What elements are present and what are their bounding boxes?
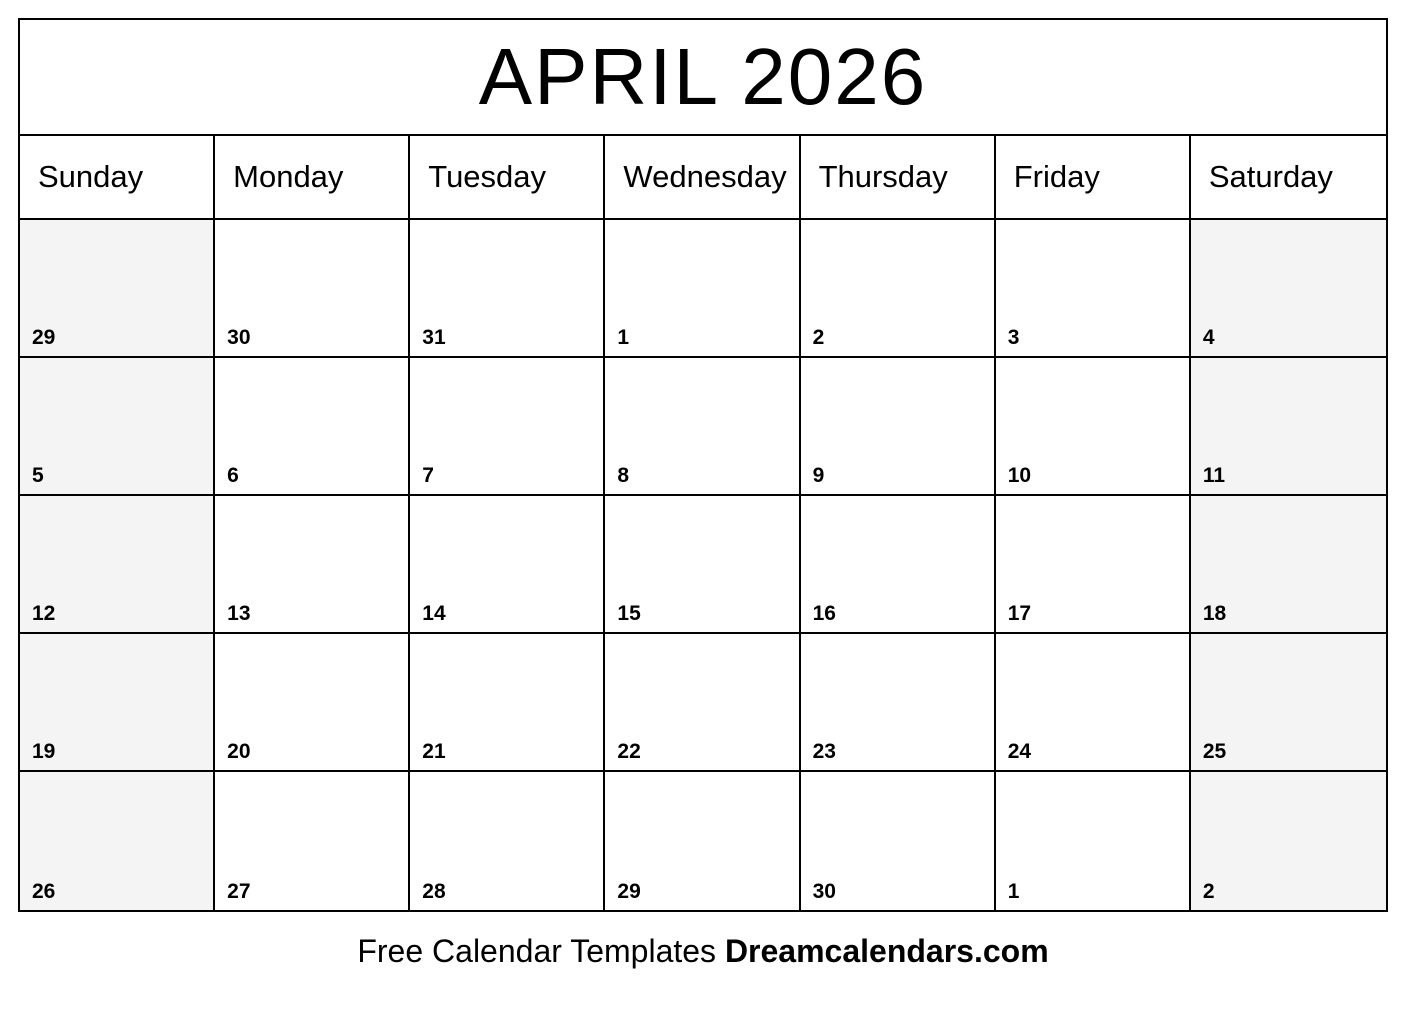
calendar-day-cell[interactable] [605,634,800,770]
day-number: 15 [617,602,641,625]
calendar-day-cell[interactable] [1191,220,1386,356]
calendar-day-cell[interactable] [215,358,410,494]
day-number: 13 [227,602,251,625]
calendar-day-cell[interactable] [1191,358,1386,494]
day-number: 2 [812,326,825,349]
calendar-day-cell[interactable] [1191,772,1386,910]
calendar-day-cell[interactable] [801,358,996,494]
calendar-day-cell[interactable] [996,220,1191,356]
weekday-header-row [20,136,1386,220]
day-number: 12 [32,602,56,625]
calendar-day-cell[interactable] [215,634,410,770]
calendar-day-cell[interactable] [801,772,996,910]
day-number: 19 [32,740,56,763]
day-number: 29 [32,326,56,349]
calendar-day-cell[interactable] [996,634,1191,770]
weekday-header-saturday: Saturday [1191,136,1386,218]
weekday-header-friday: Friday [996,136,1191,218]
calendar-day-cell[interactable] [410,634,605,770]
calendar-day-cell[interactable] [605,772,800,910]
calendar-day-cell[interactable] [410,220,605,356]
calendar-day-cell[interactable] [1191,496,1386,632]
calendar-grid [18,18,1388,912]
calendar-day-cell[interactable] [801,220,996,356]
calendar-day-cell[interactable] [20,634,215,770]
calendar-day-cell[interactable] [605,358,800,494]
day-number: 26 [32,880,56,903]
day-number: 14 [422,602,446,625]
day-number: 3 [1007,326,1020,349]
calendar-day-cell[interactable] [801,634,996,770]
day-number: 22 [617,740,641,763]
weekday-header-sunday: Sunday [20,136,215,218]
calendar-week-row [20,496,1386,634]
weekday-header-wednesday: Wednesday [605,136,800,218]
calendar-week-row [20,772,1386,910]
calendar-day-cell[interactable] [20,496,215,632]
footer-credit [0,935,1406,967]
day-number: 8 [617,464,630,487]
calendar-day-cell[interactable] [215,772,410,910]
calendar-day-cell[interactable] [801,496,996,632]
day-number: 16 [812,602,836,625]
day-number: 4 [1202,326,1215,349]
day-number: 31 [422,326,446,349]
day-number: 27 [227,880,251,903]
day-number: 1 [617,326,630,349]
day-number: 2 [1202,880,1215,903]
calendar-title-row [20,20,1386,136]
day-number: 7 [422,464,434,487]
day-number: 23 [812,740,836,763]
calendar-day-cell[interactable] [605,496,800,632]
day-number: 29 [617,880,641,903]
calendar-day-cell[interactable] [605,220,800,356]
day-number: 18 [1202,602,1227,625]
day-number: 30 [227,326,251,349]
day-number: 11 [1202,464,1226,487]
calendar-day-cell[interactable] [410,496,605,632]
calendar-week-row [20,358,1386,496]
weekday-header-thursday: Thursday [801,136,996,218]
calendar-day-cell[interactable] [996,772,1191,910]
calendar-weeks [20,220,1386,910]
day-number: 24 [1007,740,1032,763]
weekday-header-monday: Monday [215,136,410,218]
footer-prefix: Free Calendar Templates [357,933,725,969]
day-number: 9 [812,464,825,487]
day-number: 25 [1202,740,1227,763]
footer-brand: Dreamcalendars.com [724,933,1049,969]
calendar-day-cell[interactable] [996,358,1191,494]
day-number: 1 [1007,880,1020,903]
calendar-day-cell[interactable] [1191,634,1386,770]
calendar-day-cell[interactable] [410,358,605,494]
calendar-day-cell[interactable] [20,772,215,910]
day-number: 5 [32,464,44,487]
calendar-day-cell[interactable] [410,772,605,910]
day-number: 30 [812,880,836,903]
day-number: 28 [422,880,446,903]
calendar-week-row [20,220,1386,358]
calendar-day-cell[interactable] [215,496,410,632]
calendar-day-cell[interactable] [20,358,215,494]
day-number: 20 [227,740,251,763]
day-number: 17 [1007,602,1032,625]
calendar-day-cell[interactable] [20,220,215,356]
day-number: 10 [1007,464,1032,487]
page-title: APRIL 2026 [478,32,928,121]
calendar-day-cell[interactable] [215,220,410,356]
calendar-week-row [20,634,1386,772]
calendar-day-cell[interactable] [996,496,1191,632]
day-number: 6 [227,464,239,487]
day-number: 21 [422,740,446,763]
weekday-header-tuesday: Tuesday [410,136,605,218]
